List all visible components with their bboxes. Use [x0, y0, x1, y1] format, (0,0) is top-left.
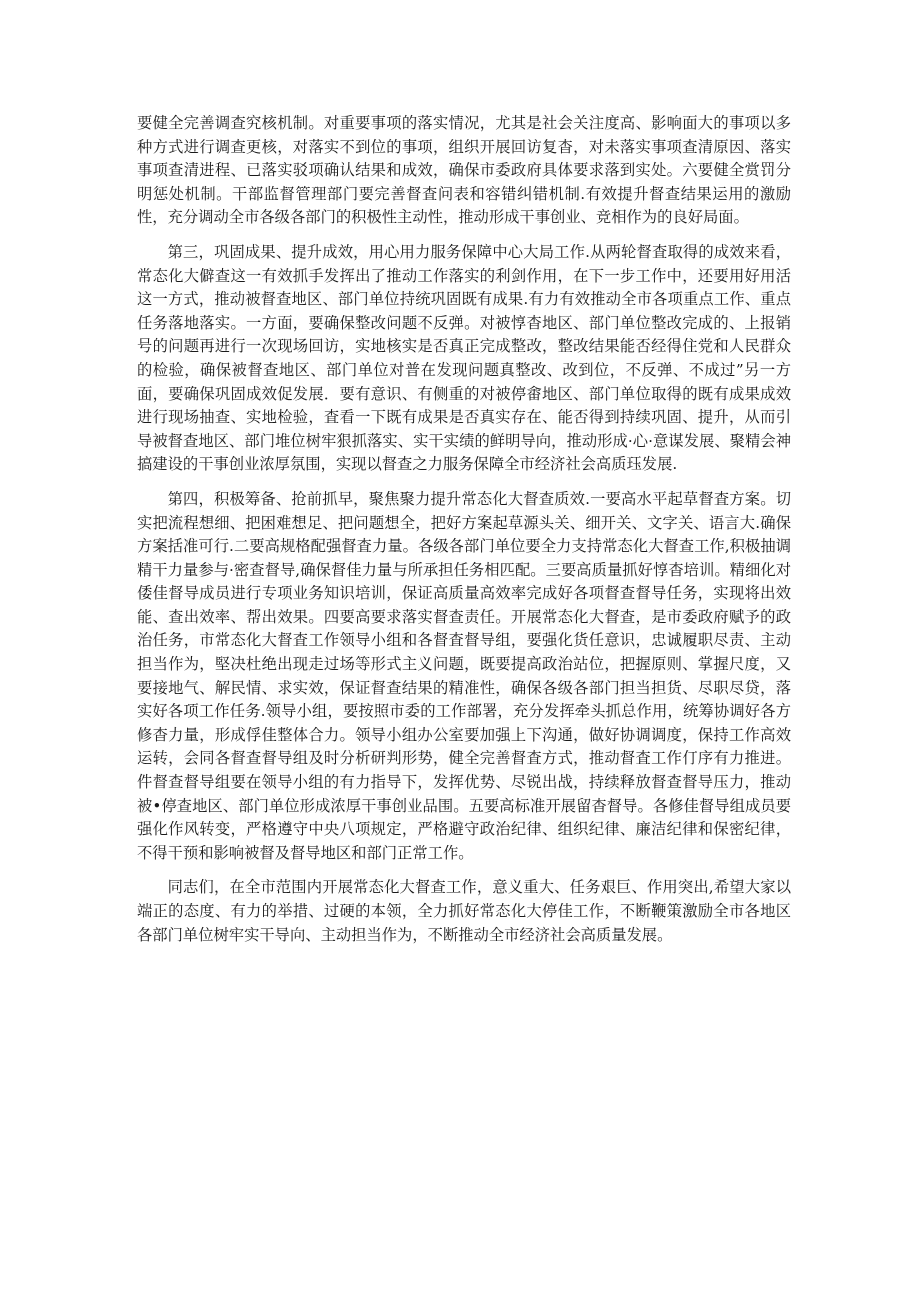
paragraph-continuation: 要健全完善调查究核机制。对重要事项的落实情况，尤其是社会关注度高、影响面大的事项以多种方式进行调查更核，对落实不到位的事项，组织开展回访复杳，对未落实事项查清原因、落实事项查清进程、已落实驳项确认结果和成效，确保市委政府具体要求落到实处。六要健全赏罚分明惩处机制。干部监督管理部门要完善督査问表和容错纠错机制.有效提升督查结果运用的激励性，充分调动全市各级各部门的积极性主动性，推动形成干事创业、竞相作为的良好局面。: [137, 114, 791, 227]
document-body: [137, 112, 791, 958]
paragraph-third-point: 第三，巩固成果、提升成效，用心用力服务保障中心大局工作.从两轮督査取得的成效来看，常态化大僻查这一有效抓手发挥出了推动工作落实的利剑作用，在下一步工作中，还要用好用活这一方式，推动被督查地区、部门单位持统巩固既有成果.有力有效推动全市各项重点工作、重点任务落地落实。一方面，要确保整改问题不反弹。对被惇杳地区、部门单位整改完成的、上报销号的问题再进行一次现场回访，实地核实是否真正完成整改，整改结果能否经得住党和人民群众的检验，确保被督查地区、部门单位对普在发现问题真整改、改到位，不反弹、不成过”另一方面，要确保巩固成效促发展．要有意识、有侧重的对被停畬地区、部门单位取得的既有成果成效进行现场抽查、实地检验，査看一下既有成果是否真实存在、能否得到持续巩固、提升，从而引导被督查地区、部门堆位树牢狠抓落实、实干实绩的鲜明导向，推动形成·心·意谋发展、聚精会神搞建设的干事创业浓厚氛围，实现以督查之力服务保障全市经济社会高质珏发展.: [137, 242, 791, 474]
paragraph-fourth-point: 第四，积极筹备、抢前抓早，聚焦聚力提升常态化大督查质效.一要高水平起草督査方案。切实把流程想细、把困难想足、把问题想全，把好方案起草源头关、细开关、文字关、语言大.确保方案括准可行.二要高规格配强督査力量。各级各部门单位要全力支持常态化大督查工作,积极抽调精干力量参与·密查督导,确保督佳力量与所承担任务相匹配。三要高质量抓好惇杳培训。精细化对倭佳督导成员进行专项业务知识培训，保证高质量高效率完成好各项督查督导任务，实现将出效能、查出效率、帮出效果。四要高要求落实督查责任。开展常态化大督查，是市委政府赋予的政治任务，市常态化大督査工作领导小组和各督査督导组，要强化货任意识，忠诚履职尽责、主动担当作为，堅决杜绝出现走过场等形式主义问题，既要提高政治站位，把握原则、掌握尺度，又要接地气、解民情、求实效，保证督查结果的精准性，确保各级各部门担当担货、尽职尽贷，落实好各项工作任务.领导小组，要按照市委的工作部署，充分发挥牵头抓总作用，统筹协调好各方修杳力量，形成俘佳整体合力。领导小组办公室要加强上下沟通，做好协调调度，保持工作高效运转，会同各督查督导组及时分析研判形势，健全完善督査方式，推动督査工作仃序有力推进。件督查督导组要在领导小组的有力指导下，发挥优势、尽锐出战，持续释放督查督导压力，推动被•停查地区、部门单位形成浓厚干事创业品围。五要高标准开展留杳督导。各修佳督导组成员要强化作风转变，严格遵守中央八项规定，严格避守政治纪律、组织纪律、廉洁纪律和保密纪律，不得干预和影响被督及督导地区和部门正常工作。: [137, 489, 791, 862]
paragraph-closing: 同志们，在全市范围内开展常态化大督查工作，意义重大、任务艰巨、作用突出,希望大家以端正的态度、有力的举措、过硬的本领，全力抓好常态化大停佳工作，不断鞭策激励全市各地区各部门单位树牢实干导向、主动担当作为，不断推动全市经济社会高质量发展。: [137, 878, 791, 944]
